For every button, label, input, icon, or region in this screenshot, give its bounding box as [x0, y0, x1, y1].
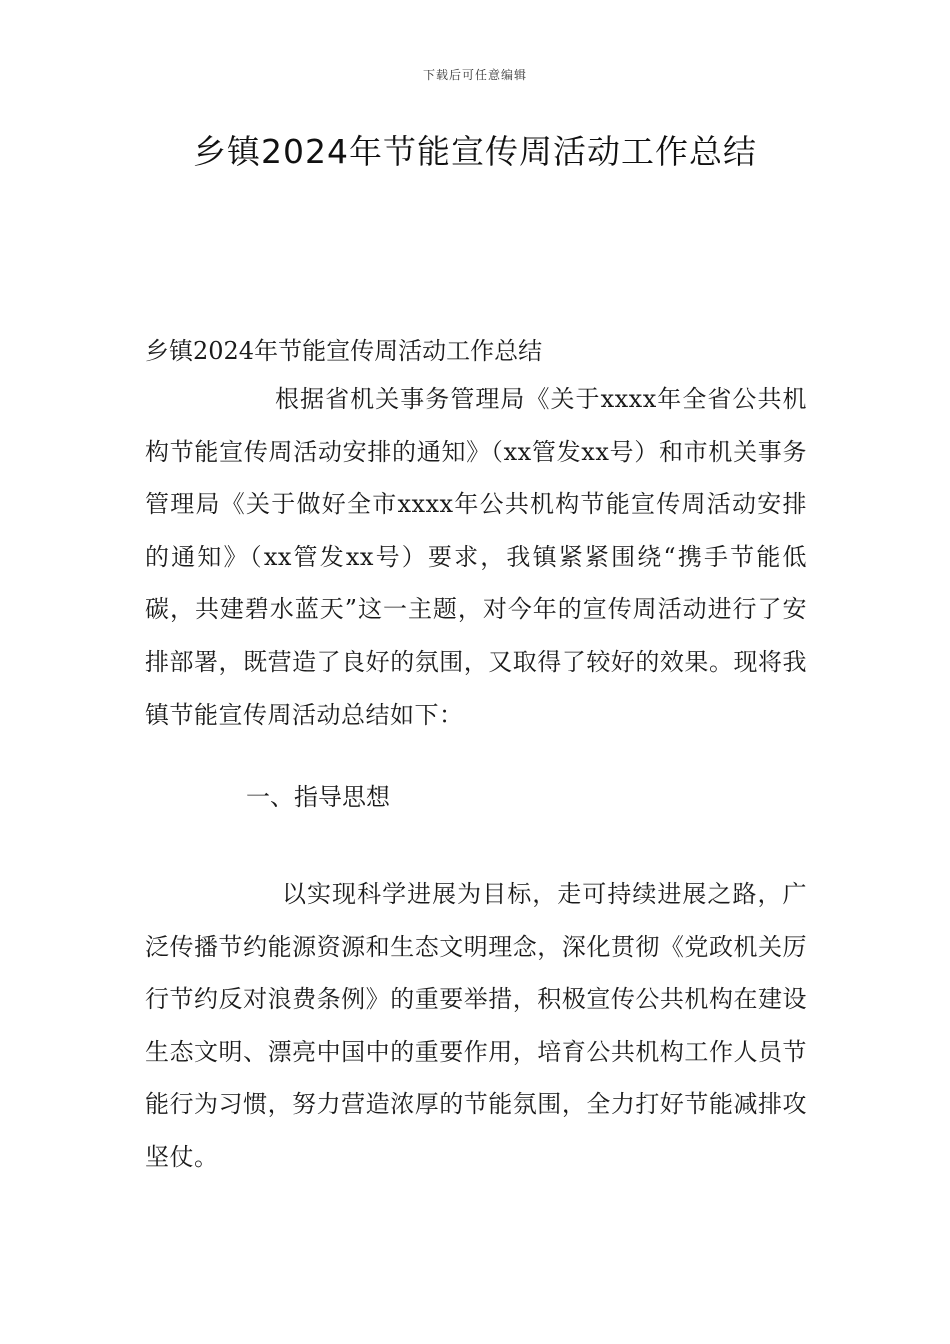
- header-note: 下载后可任意编辑: [422, 68, 527, 82]
- repeat-title: 乡镇2024年节能宣传周活动工作总结: [145, 337, 543, 365]
- intro-paragraph: 根据省机关事务管理局《关于xxxx年全省公共机构节能宣传周活动安排的通知》（xx管发xx号）和市机关事务管理局《关于做好全市xxxx年公共机构节能宣传周活动安排的通知》（xx管发xx号）要求，我镇紧紧围绕“携手节能低碳，共建碧水蓝天”这一主题，对今年的宣传周活动进行了安排部署，既营造了良好的氛围，又取得了较好的效果。现将我镇节能宣传周活动总结如下：: [145, 385, 807, 729]
- document-title: 乡镇2024年节能宣传周活动工作总结: [193, 132, 757, 171]
- section-heading: 一、指导思想: [246, 783, 390, 811]
- guide-paragraph: 以实现科学进展为目标，走可持续进展之路，广泛传播节约能源资源和生态文明理念，深化贯彻《党政机关厉行节约反对浪费条例》的重要举措，积极宣传公共机构在建设生态文明、漂亮中国中的重要作用，培育公共机构工作人员节能行为习惯，努力营造浓厚的节能氛围，全力打好节能减排攻坚仗。: [145, 880, 807, 1171]
